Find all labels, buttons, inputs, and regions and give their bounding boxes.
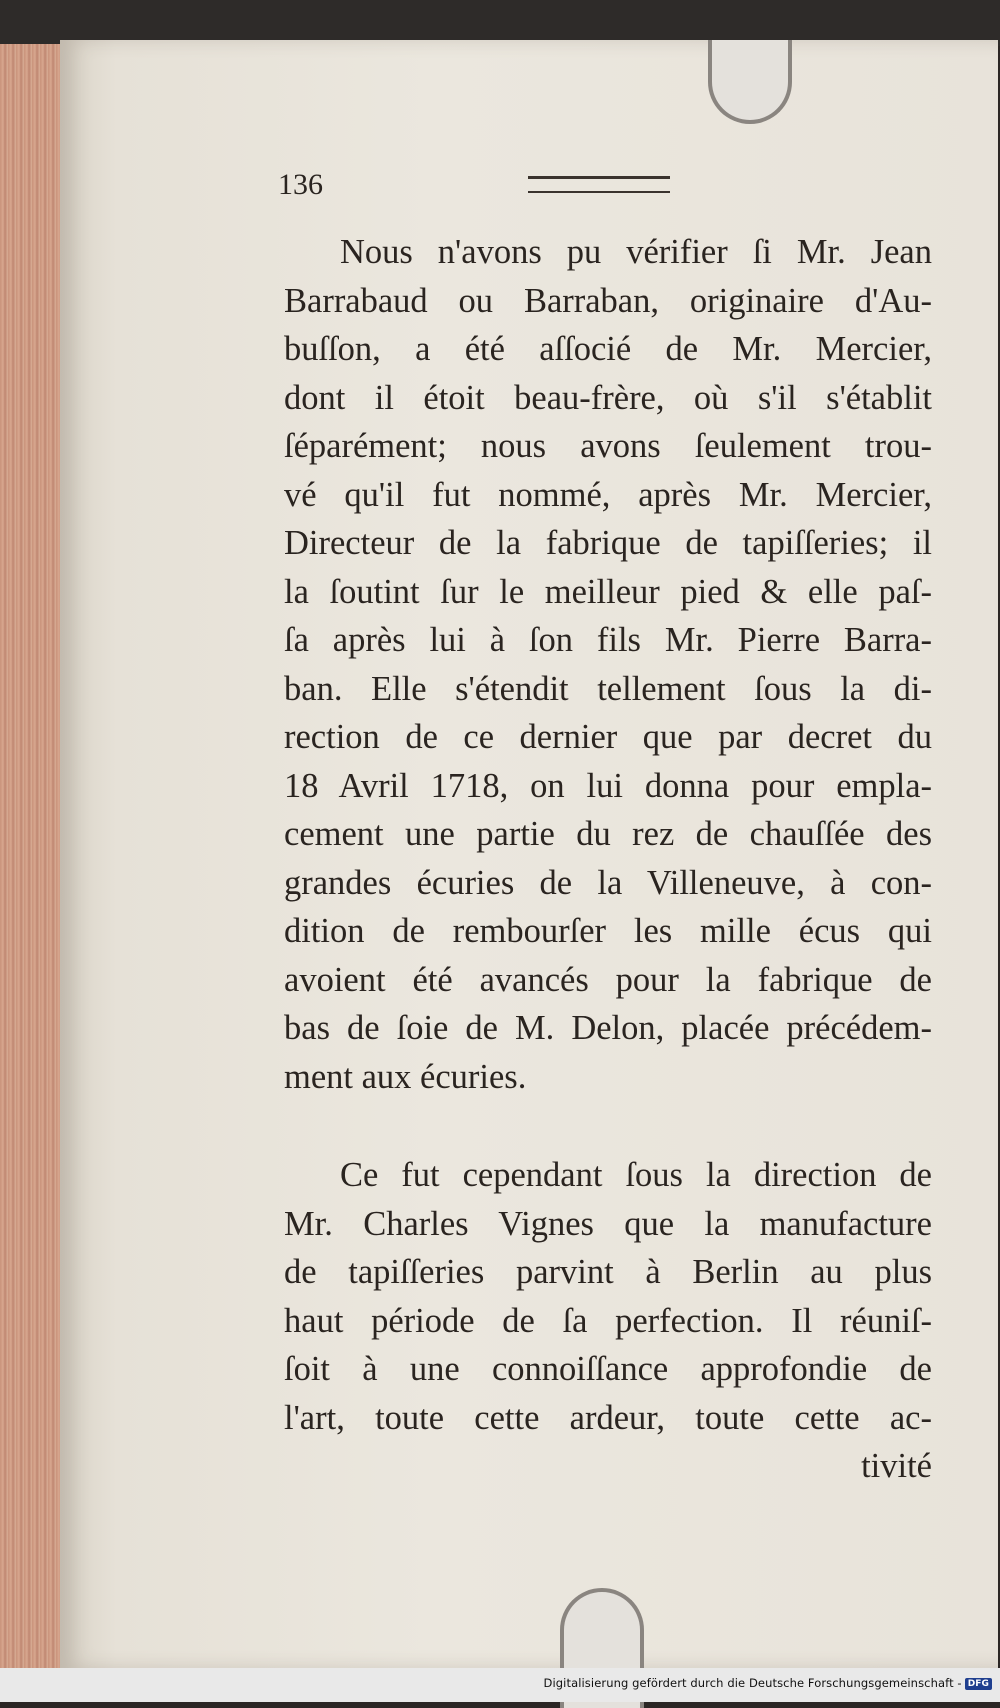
text-line: bas de ſoie de M. Delon, placée précédem- bbox=[284, 1009, 932, 1047]
page-number: 136 bbox=[278, 168, 323, 201]
text-line: buſſon, a été aſſocié de Mr. Mercier, bbox=[284, 330, 932, 368]
dfg-logo-icon: DFG bbox=[965, 1678, 992, 1690]
text-line: Ce fut cependant ſous la direction de bbox=[340, 1156, 932, 1194]
text-line: avoient été avancés pour la fabrique de bbox=[284, 960, 932, 999]
catchword: tivité bbox=[861, 1447, 932, 1485]
text-line: haut période de ſa perfection. Il réuniſ- bbox=[284, 1301, 932, 1340]
text-line: ſoit à une connoiſſance approfondie de bbox=[284, 1350, 932, 1388]
text-line: grandes écuries de la Villeneuve, à con- bbox=[284, 863, 932, 902]
text-line: ſéparément; nous avons ſeulement trou- bbox=[284, 427, 932, 465]
credit-text: Digitalisierung gefördert durch die Deutsche Forschungsgemeinschaft - bbox=[543, 1676, 962, 1690]
paragraph-1 bbox=[284, 228, 932, 1101]
text-line: Nous n'avons pu vérifier ſi Mr. Jean bbox=[340, 233, 932, 271]
text-line: rection de ce dernier que par decret du bbox=[284, 718, 932, 756]
text-line: l'art, toute cette ardeur, toute cette ac- bbox=[284, 1398, 932, 1437]
text-line: dont il étoit beau-frère, où s'il s'établit bbox=[284, 378, 932, 417]
paragraph-gap bbox=[284, 1101, 932, 1151]
text-line: la ſoutint ſur le meilleur pied & elle paſ- bbox=[284, 572, 932, 611]
book-page-edges bbox=[0, 44, 66, 1668]
digitization-credit bbox=[544, 1676, 992, 1690]
page-clip-top bbox=[708, 40, 792, 124]
text-line: ban. Elle s'étendit tellement ſous la di- bbox=[284, 669, 932, 708]
page-text-block bbox=[284, 228, 932, 1491]
text-line: vé qu'il fut nommé, après Mr. Mercier, bbox=[284, 475, 932, 514]
text-line: ſa après lui à ſon fils Mr. Pierre Barra- bbox=[284, 621, 932, 659]
header-ornament-rule bbox=[528, 176, 670, 193]
paragraph-2 bbox=[284, 1151, 932, 1442]
text-line: de tapiſſeries parvint à Berlin au plus bbox=[284, 1253, 932, 1291]
text-line: 18 Avril 1718, on lui donna pour empla- bbox=[284, 766, 932, 805]
text-line: Barrabaud ou Barraban, originaire d'Au- bbox=[284, 281, 932, 320]
text-line: Mr. Charles Vignes que la manufacture bbox=[284, 1204, 932, 1243]
text-line: dition de rembourſer les mille écus qui bbox=[284, 912, 932, 950]
text-line: Directeur de la fabrique de tapiſſeries; il bbox=[284, 524, 932, 562]
text-line-last: ment aux écuries. bbox=[284, 1057, 527, 1096]
text-line: cement une partie du rez de chauſſée des bbox=[284, 815, 932, 853]
